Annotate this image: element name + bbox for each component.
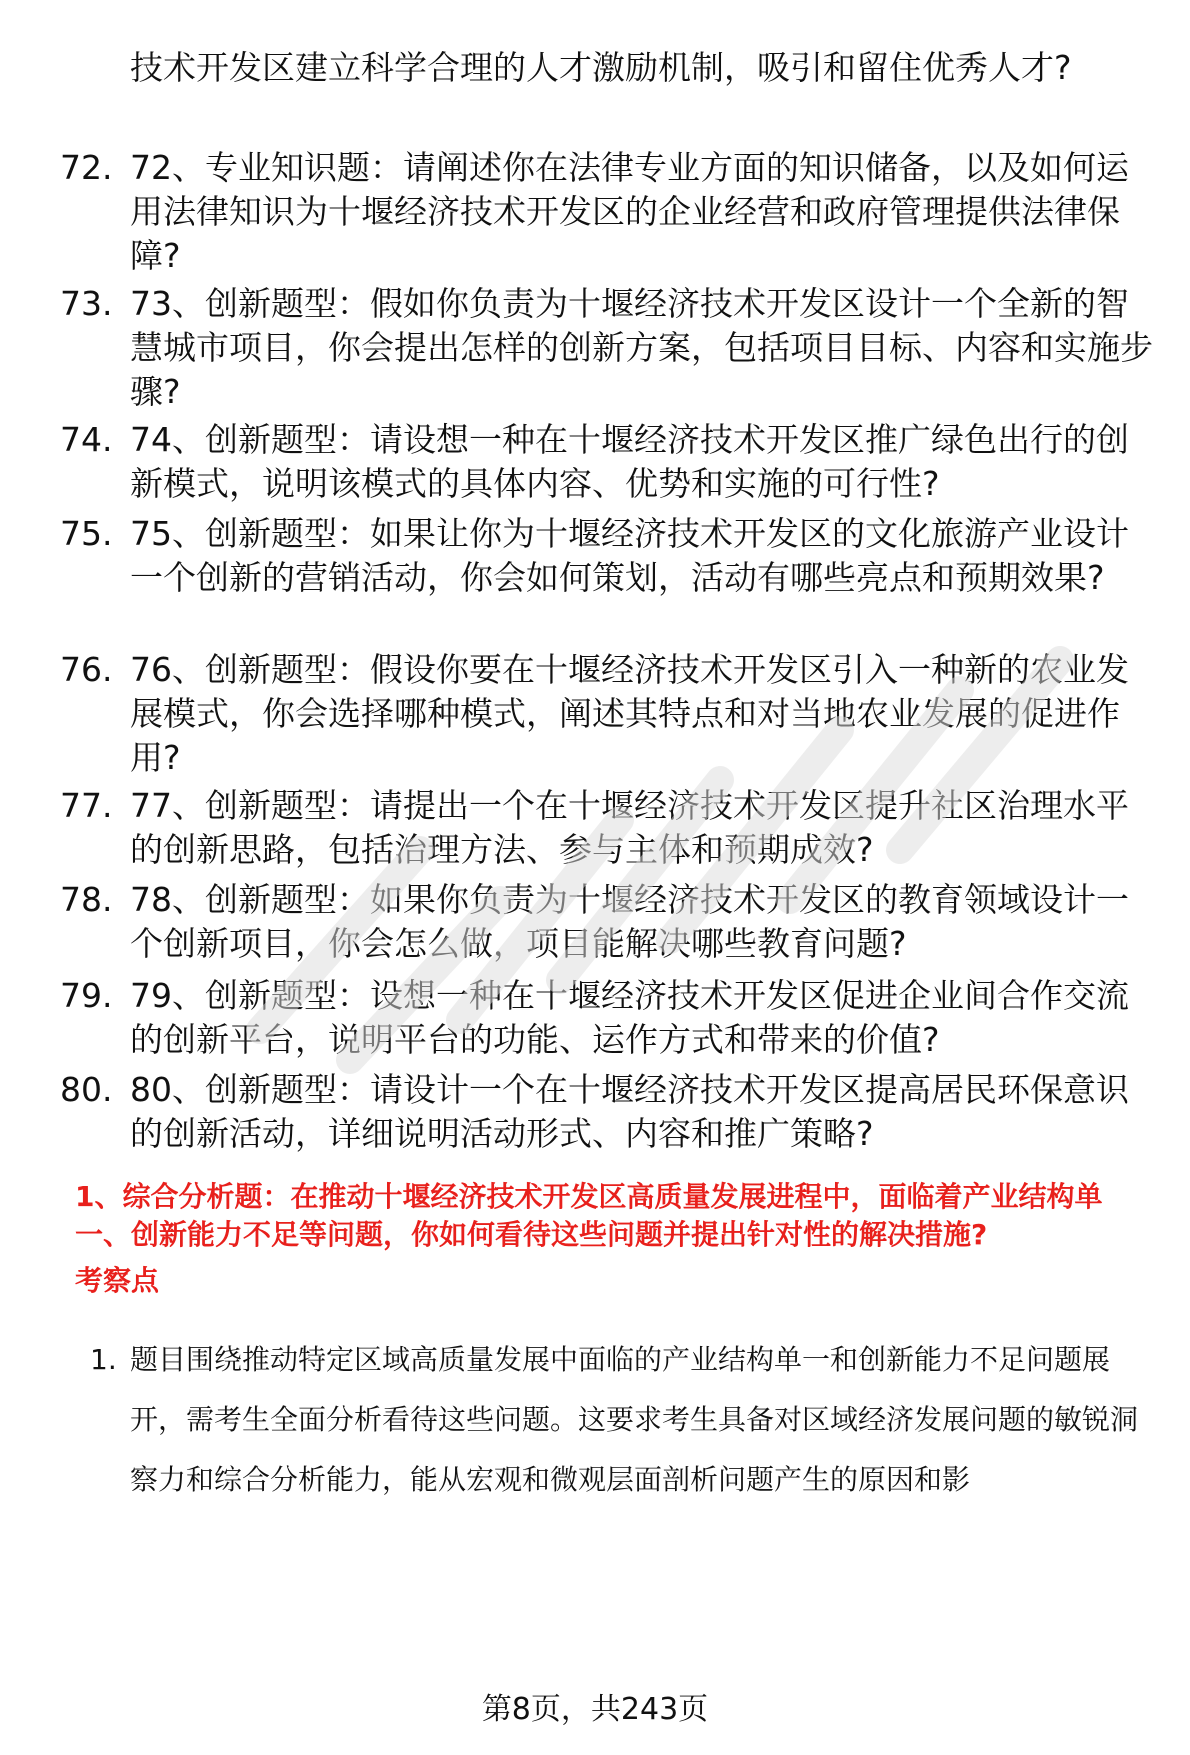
question-text: 76、创新题型：假设你要在十堰经济技术开发区引入一种新的农业发展模式，你会选择哪种模式，阐述其特点和对当地农业发展的促进作用? — [130, 650, 1129, 777]
question-text: 75、创新题型：如果让你为十堰经济技术开发区的文化旅游产业设计一个创新的营销活动，你会如何策划，活动有哪些亮点和预期效果? — [130, 514, 1129, 597]
point-number: 1. — [90, 1343, 117, 1376]
continuation-text: 技术开发区建立科学合理的人才激励机制，吸引和留住优秀人才? — [130, 48, 1072, 87]
question-number: 78. — [60, 880, 113, 919]
question-text: 78、创新题型：如果你负责为十堰经济技术开发区的教育领域设计一个创新项目，你会怎么做，项目能解决哪些教育问题? — [130, 880, 1129, 963]
analysis-question-title: 1、综合分析题：在推动十堰经济技术开发区高质量发展进程中，面临着产业结构单一、创新能力不足等问题，你如何看待这些问题并提出针对性的解决措施? — [75, 1180, 1103, 1251]
question-text: 79、创新题型：设想一种在十堰经济技术开发区促进企业间合作交流的创新平台，说明平台的功能、运作方式和带来的价值? — [130, 976, 1129, 1059]
question-number: 76. — [60, 650, 113, 689]
question-number: 74. — [60, 420, 113, 459]
question-number: 75. — [60, 514, 113, 553]
question-number: 77. — [60, 786, 113, 825]
question-number: 79. — [60, 976, 113, 1015]
page-footer: 第8页，共243页 — [481, 1692, 709, 1727]
question-text: 72、专业知识题：请阐述你在法律专业方面的知识储备，以及如何运用法律知识为十堰经济技术开发区的企业经营和政府管理提供法律保障? — [130, 148, 1129, 275]
question-text: 74、创新题型：请设想一种在十堰经济技术开发区推广绿色出行的创新模式，说明该模式的具体内容、优势和实施的可行性? — [130, 420, 1129, 503]
question-number: 80. — [60, 1070, 113, 1109]
question-number: 73. — [60, 284, 113, 323]
question-text: 73、创新题型：假如你负责为十堰经济技术开发区设计一个全新的智慧城市项目，你会提出怎样的创新方案，包括项目目标、内容和实施步骤? — [130, 284, 1153, 411]
point-text: 题目围绕推动特定区域高质量发展中面临的产业结构单一和创新能力不足问题展开，需考生全面分析看待这些问题。这要求考生具备对区域经济发展问题的敏锐洞察力和综合分析能力，能从宏观和微观层面剖析问题产生的原因和影 — [130, 1343, 1139, 1496]
question-text: 77、创新题型：请提出一个在十堰经济技术开发区提升社区治理水平的创新思路，包括治理方法、参与主体和预期成效? — [130, 786, 1129, 869]
question-text: 80、创新题型：请设计一个在十堰经济技术开发区提高居民环保意识的创新活动，详细说明活动形式、内容和推广策略? — [130, 1070, 1129, 1153]
examination-point-heading: 考察点 — [75, 1264, 160, 1297]
question-number: 72. — [60, 148, 113, 187]
